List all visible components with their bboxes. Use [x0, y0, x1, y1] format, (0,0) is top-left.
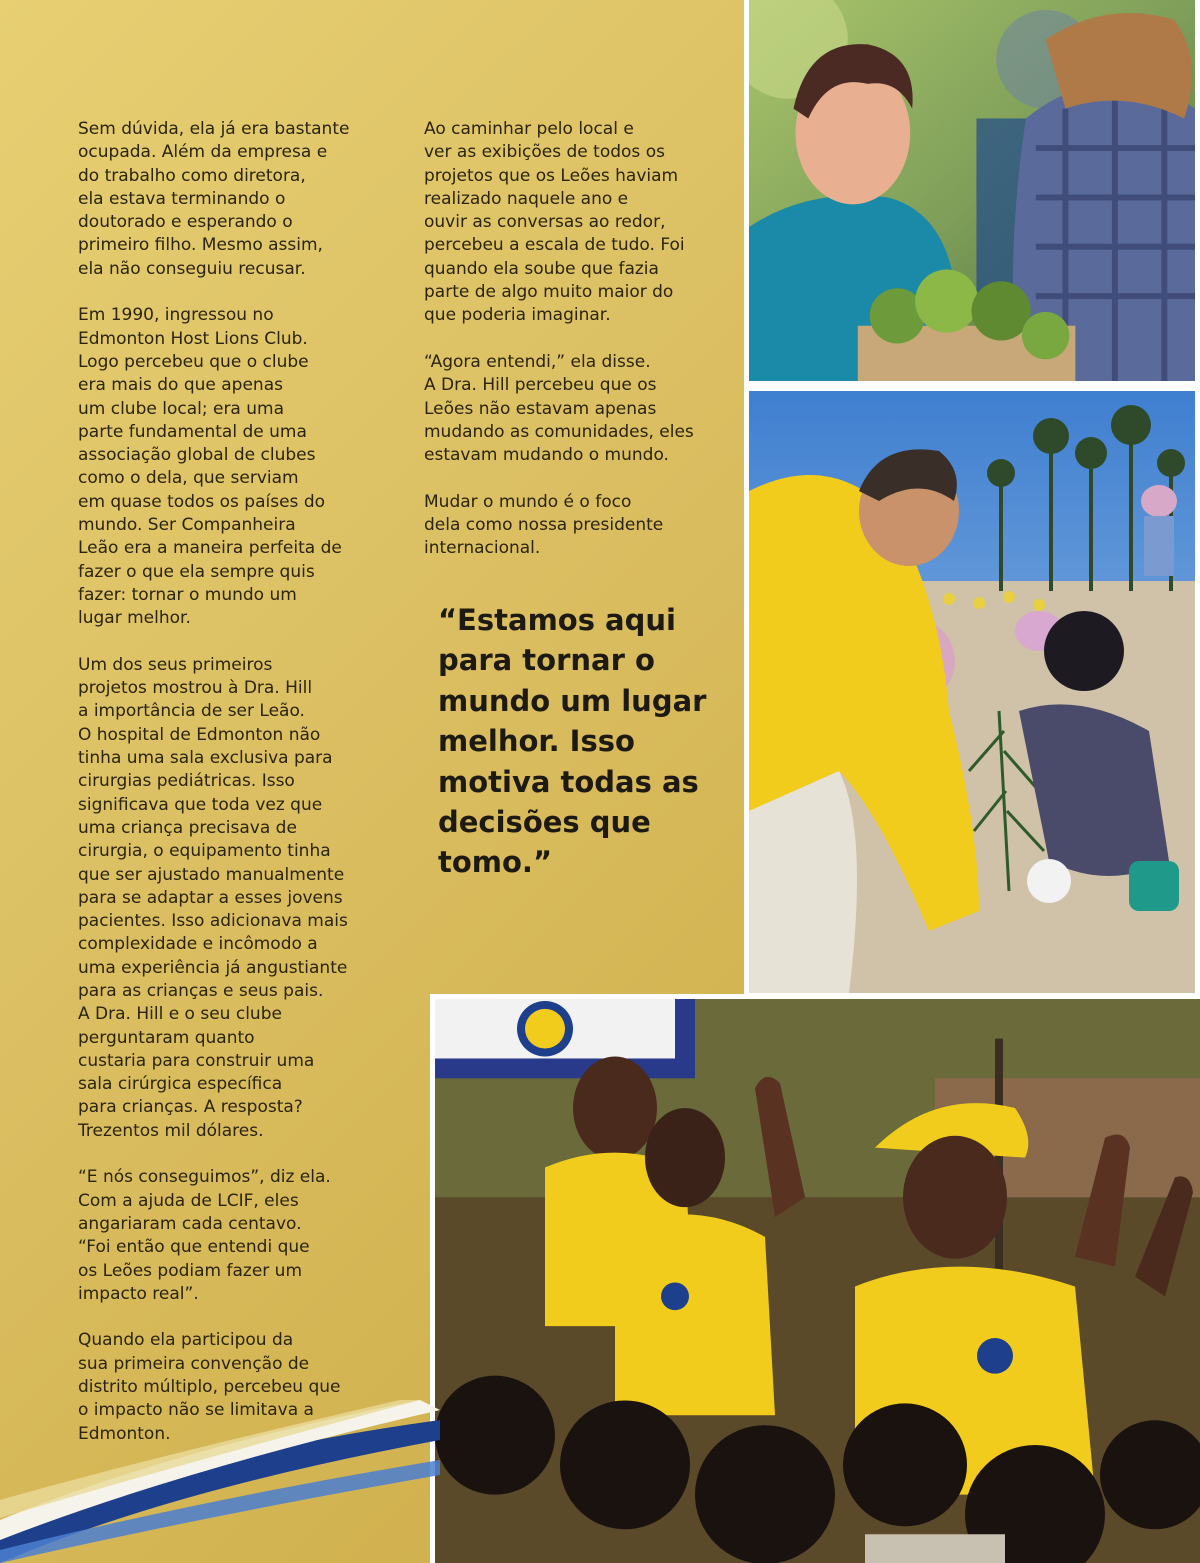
middle-text-column [424, 118, 724, 584]
left-text-column [78, 118, 378, 1469]
pull-quote: “Estamos aqui para tornar o mundo um lugar melhor. Isso motiva todas as decisões que tomo.” [438, 603, 707, 880]
paragraph: “Agora entendi,” ela disse. A Dra. Hill percebeu que os Leões não estavam apenas mudando as comunidades, eles estavam mudando o mundo. [424, 351, 694, 466]
paragraph: Um dos seus primeiros projetos mostrou à Dra. Hill a importância de ser Leão. O hospital de Edmonton não tinha uma sala exclusiva para cirurgias pediátricas. Isso significava que toda vez que uma criança precisava de cirurgia, o equipamento tinha que ser ajustado manualmente para se adaptar a esses jovens pacientes. Isso adicionava mais complexidade e incômodo a uma experiência já angustiante para as crianças e seus pais. A Dra. Hill e o seu clube perguntaram quanto custaria para construir uma sala cirúrgica específica para crianças. A resposta? Trezentos mil dólares. [78, 654, 348, 1141]
paragraph: “E nós conseguimos”, diz ela. Com a ajuda de LCIF, eles angariaram cada centavo. “Foi então que entendi que os Leões podiam fazer um impacto real”. [78, 1167, 331, 1304]
photo-tree-planting [744, 386, 1200, 998]
photo-volunteers-plants [744, 0, 1200, 386]
photo-lions-with-children [430, 994, 1200, 1563]
ribbon-decoration [0, 1400, 440, 1563]
paragraph: Quando ela participou da sua primeira convenção de distrito múltiplo, percebeu que o impacto não se limitava a Edmonton. [78, 1330, 341, 1444]
paragraph: Mudar o mundo é o foco dela como nossa presidente internacional. [424, 491, 664, 559]
paragraph: Sem dúvida, ela já era bastante ocupada. Além da empresa e do trabalho como diretora, ela estava terminando o doutorado e esperando o primeiro filho. Mesmo assim, ela não conseguiu recusar. [78, 119, 350, 279]
paragraph: Em 1990, ingressou no Edmonton Host Lions Club. Logo percebeu que o clube era mais do que apenas um clube local; era uma parte fundamental de uma associação global de clubes como o dela, que serviam em quase todos os países do mundo. Ser Companheira Leão era a maneira perfeita de fazer o que ela sempre quis fazer: tornar o mundo um lugar melhor. [78, 305, 342, 629]
paragraph: Ao caminhar pelo local e ver as exibições de todos os projetos que os Leões haviam realizado naquele ano e ouvir as conversas ao redor, percebeu a escala de tudo. Foi quando ela soube que fazia parte de algo muito maior do que poderia imaginar. [424, 119, 685, 326]
